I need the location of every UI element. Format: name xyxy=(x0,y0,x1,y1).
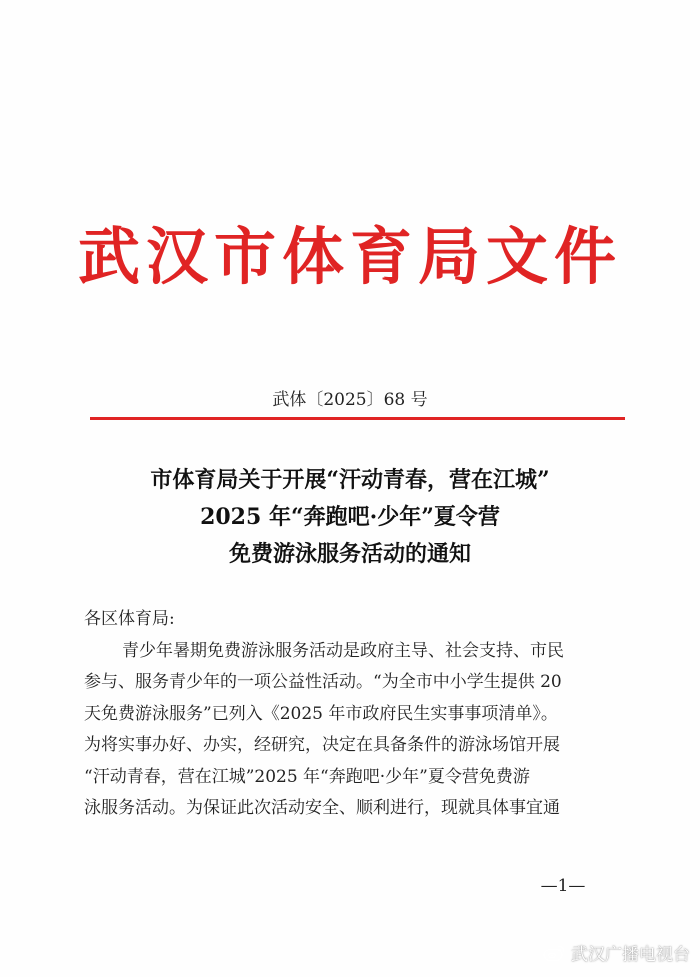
red-divider-line xyxy=(90,417,625,420)
body-line-6: 泳服务活动。为保证此次活动安全、顺利进行，现就具体事宜通 xyxy=(84,798,560,818)
notice-title-line-3: 免费游泳服务活动的通知 xyxy=(228,541,471,567)
issuer-title: 武汉市体育局文件 xyxy=(77,220,622,293)
document-number: 武体〔2025〕68 号 xyxy=(272,390,428,410)
body-line-5: “汗动青春，营在江城”2025 年“奔跑吧·少年”夏令营免费游 xyxy=(84,766,530,787)
notice-body xyxy=(84,604,632,825)
watermark-label: 武汉广播电视台 xyxy=(571,945,690,965)
notice-title-line-1: 市体育局关于开展“汗动青春，营在江城” xyxy=(150,467,550,493)
body-line-3: 天免费游泳服务”已列入《2025 年市政府民生实事事项清单》。 xyxy=(84,703,558,724)
notice-title xyxy=(60,462,640,573)
body-line-2: 参与、服务青少年的一项公益性活动。“为全市中小学生提供 20 xyxy=(84,672,562,692)
watermark xyxy=(543,940,690,965)
body-line-1: 青少年暑期免费游泳服务活动是政府主导、社会支持、市民 xyxy=(122,640,564,661)
body-line-4: 为将实事办好、办实，经研究，决定在具备条件的游泳场馆开展 xyxy=(84,735,560,755)
notice-title-line-2: 2025 年“奔跑吧·少年”夏令营 xyxy=(200,504,500,530)
page-number: —1— xyxy=(540,876,586,896)
weibo-icon xyxy=(543,944,565,962)
salutation: 各区体育局: xyxy=(84,609,175,629)
